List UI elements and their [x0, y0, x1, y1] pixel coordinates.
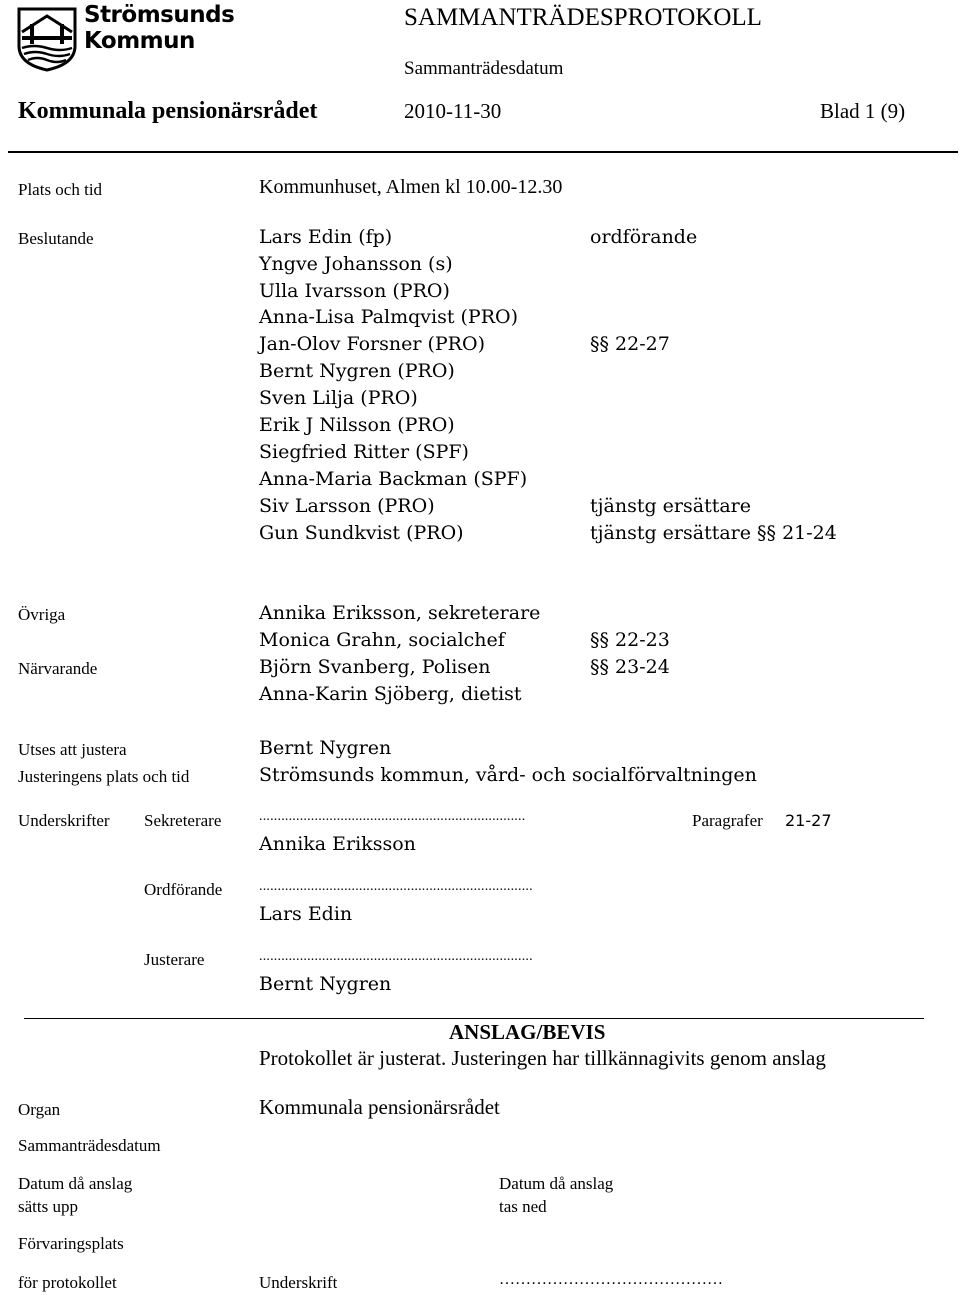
member-name: Siegfried Ritter (SPF) — [259, 441, 469, 463]
storage-label-2: för protokollet — [18, 1273, 117, 1292]
document-title: SAMMANTRÄDESPROTOKOLL — [404, 4, 762, 31]
organ-label: Organ — [18, 1100, 61, 1119]
attendee-name: Anna-Karin Sjöberg, dietist — [259, 683, 522, 705]
member-name: Gun Sundkvist (PRO) — [259, 522, 464, 544]
secretary-name: Annika Eriksson — [259, 833, 416, 855]
place-label: Plats och tid — [18, 180, 103, 199]
member-name: Lars Edin (fp) — [259, 226, 393, 248]
attendee-name: Björn Svanberg, Polisen — [259, 656, 491, 678]
signature-label: Underskrift — [259, 1273, 338, 1292]
signatures-label: Underskrifter — [18, 811, 110, 830]
meeting-date: 2010-11-30 — [404, 99, 502, 123]
adjuster-signature-label: Justerare — [144, 950, 205, 969]
removed-date-label: Datum då anslag — [499, 1174, 614, 1193]
adjuster-value: Bernt Nygren — [259, 737, 392, 759]
notice-divider — [24, 1018, 924, 1019]
municipality-logo — [16, 6, 78, 72]
logo-name-line2: Kommun — [84, 28, 195, 54]
adjuster-signature-line: .......................................................................... — [259, 949, 533, 964]
member-name: Anna-Lisa Palmqvist (PRO) — [259, 306, 518, 328]
storage-label: Förvaringsplats — [18, 1234, 124, 1253]
member-role: tjänstg ersättare §§ 21-24 — [590, 522, 837, 544]
notice-title: ANSLAG/BEVIS — [449, 1020, 606, 1044]
attendee-paragraphs: §§ 22-23 — [590, 629, 670, 651]
member-name: Jan-Olov Forsner (PRO) — [259, 333, 485, 355]
secretary-signature-line: ........................................................................ — [259, 809, 526, 824]
adjuster-name: Bernt Nygren — [259, 973, 392, 995]
removed-date-label-2: tas ned — [499, 1197, 547, 1216]
chair-label: Ordförande — [144, 880, 223, 899]
date-label: Sammanträdesdatum — [404, 58, 564, 79]
paragraphs-label: Paragrafer — [692, 811, 763, 830]
paragraphs-value: 21-27 — [785, 811, 832, 830]
member-name: Siv Larsson (PRO) — [259, 495, 435, 517]
adjust-place-label: Justeringens plats och tid — [18, 767, 190, 786]
adjuster-label: Utses att justera — [18, 740, 127, 759]
notice-text: Protokollet är justerat. Justeringen har tillkännagivits genom anslag — [259, 1046, 826, 1070]
member-name: Anna-Maria Backman (SPF) — [259, 468, 528, 490]
attendee-name: Monica Grahn, socialchef — [259, 629, 505, 651]
logo-name-line1: Strömsunds — [84, 2, 235, 28]
member-name: Yngve Johansson (s) — [259, 253, 453, 275]
member-name: Erik J Nilsson (PRO) — [259, 414, 455, 436]
notice-date-label: Sammanträdesdatum — [18, 1136, 161, 1155]
chair-name: Lars Edin — [259, 903, 353, 925]
organ-title: Kommunala pensionärsrådet — [18, 98, 318, 124]
place-value: Kommunhuset, Almen kl 10.00-12.30 — [259, 176, 563, 198]
page-indicator: Blad 1 (9) — [820, 99, 906, 123]
member-name: Ulla Ivarsson (PRO) — [259, 280, 450, 302]
member-name: Bernt Nygren (PRO) — [259, 360, 455, 382]
header-divider — [8, 151, 958, 153]
adjust-place-value: Strömsunds kommun, vård- och socialförvaltningen — [259, 764, 757, 786]
posted-date-label: Datum då anslag — [18, 1174, 133, 1193]
member-role: tjänstg ersättare — [590, 495, 752, 517]
member-name: Sven Lilja (PRO) — [259, 387, 418, 409]
others-label: Övriga — [18, 605, 66, 624]
signature-line: …………………………………… — [499, 1271, 723, 1288]
attendee-paragraphs: §§ 23-24 — [590, 656, 670, 678]
member-role: ordförande — [590, 226, 698, 248]
chair-signature-line: .......................................................................... — [259, 879, 533, 894]
secretary-label: Sekreterare — [144, 811, 222, 830]
present-label: Närvarande — [18, 659, 98, 678]
posted-date-label-2: sätts upp — [18, 1197, 78, 1216]
organ-value: Kommunala pensionärsrådet — [259, 1095, 500, 1119]
member-paragraphs: §§ 22-27 — [590, 333, 670, 355]
deciding-label: Beslutande — [18, 229, 94, 248]
attendee-name: Annika Eriksson, sekreterare — [259, 602, 541, 624]
